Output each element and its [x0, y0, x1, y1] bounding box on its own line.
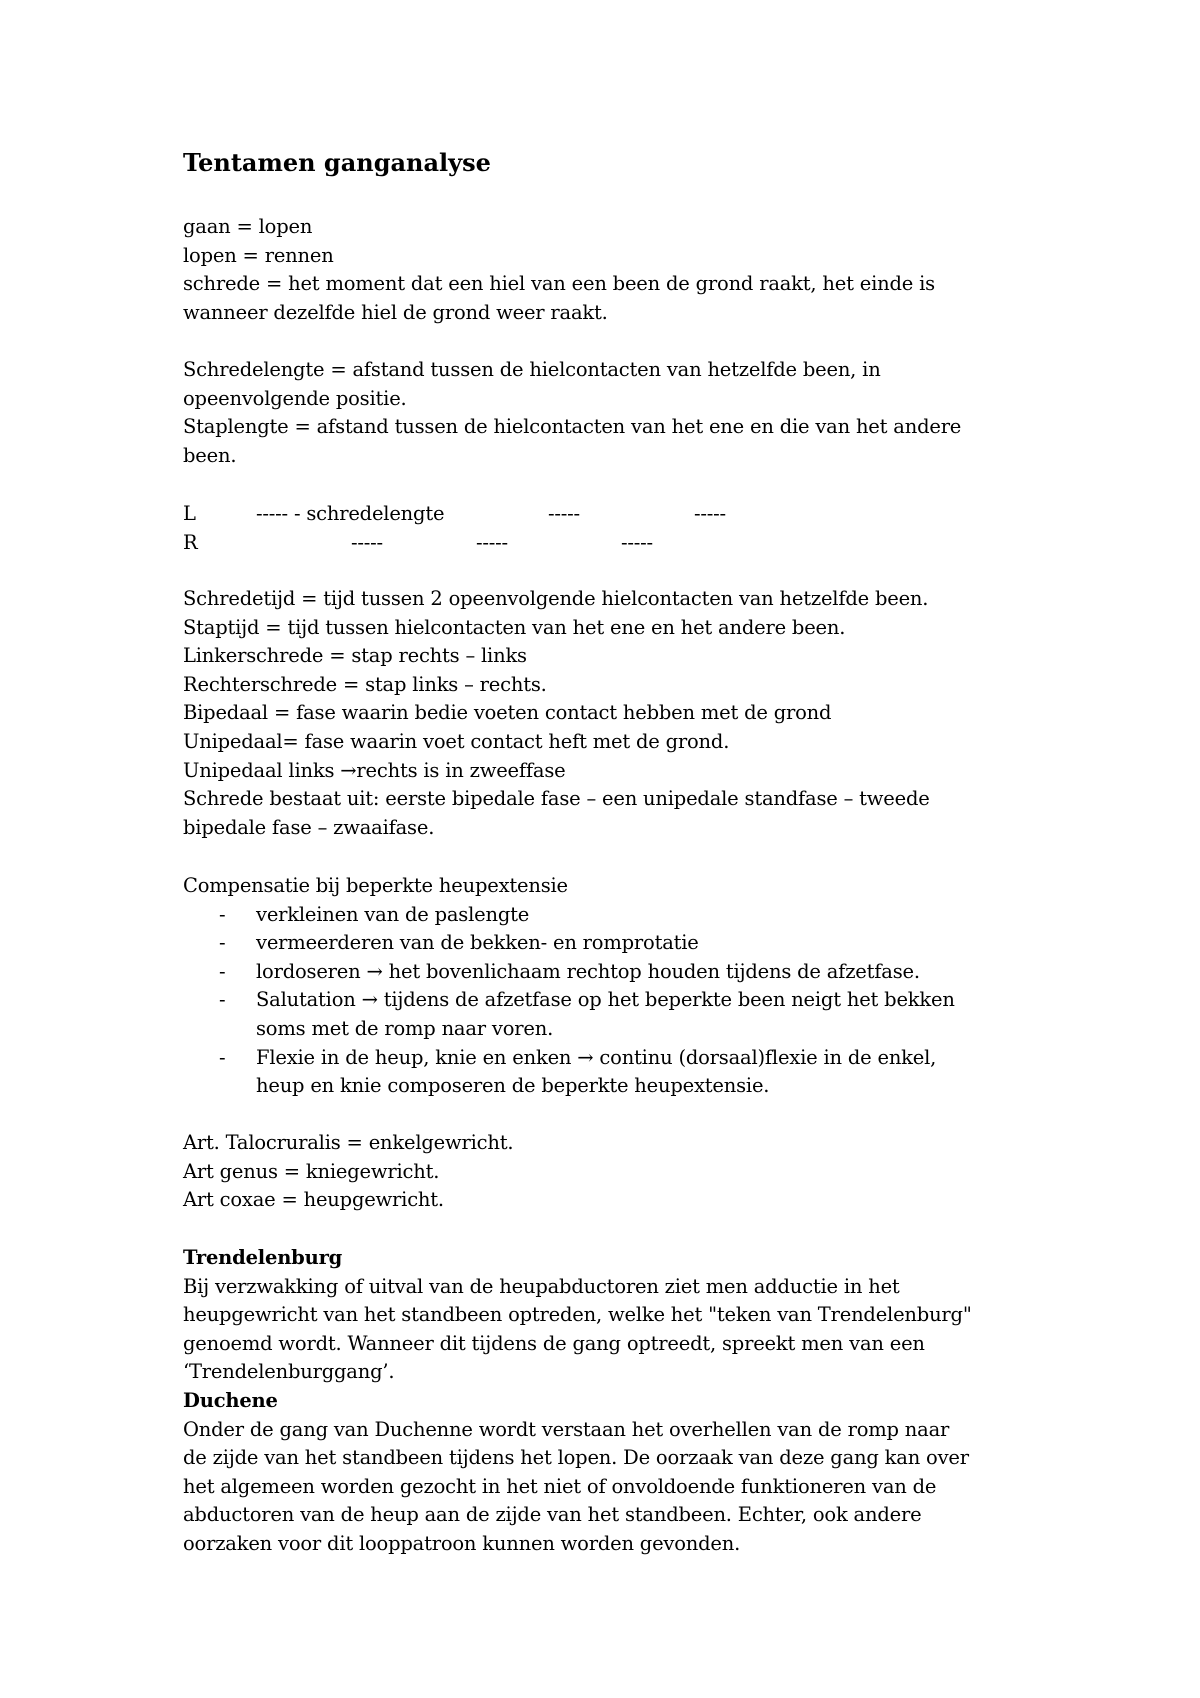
list-item-text: lordoseren → het bovenlichaam rechtop houden tijdens de afzetfase.	[256, 959, 920, 983]
joint-line: Art coxae = heupgewricht.	[183, 1188, 444, 1212]
stride-row-left	[183, 500, 1063, 529]
stride-right-label: R	[183, 530, 198, 554]
definitions-basic	[183, 213, 1063, 327]
paragraph-line: de zijde van het standbeen tijdens het lopen. De oorzaak van deze gang kan over	[183, 1446, 969, 1470]
stride-left-segment: -----	[694, 502, 726, 525]
page-title: Tentamen ganganalyse	[183, 148, 491, 177]
list-item	[183, 1044, 1063, 1101]
dash-bullet: -	[219, 959, 226, 983]
definition-line: Staplengte = afstand tussen de hielcontacten van het ene en die van het andere	[183, 415, 962, 439]
list-item	[183, 901, 1063, 930]
stride-left-label: L	[183, 502, 196, 525]
definitions-length	[183, 356, 1063, 470]
joint-line: Art. Talocruralis = enkelgewricht.	[183, 1131, 514, 1154]
definition-line: Bipedaal = fase waarin bedie voeten contact hebben met de grond	[183, 701, 832, 725]
list-item-text: Salutation → tijdens de afzetfase op het beperkte been neigt het bekken	[256, 988, 955, 1012]
definition-line: Schredelengte = afstand tussen de hielcontacten van hetzelfde been, in	[183, 358, 881, 381]
paragraph-line: heupgewricht van het standbeen optreden, welke het "teken van Trendelenburg"	[183, 1303, 972, 1327]
definition-line: Schrede bestaat uit: eerste bipedale fase – een unipedale standfase – tweede	[183, 787, 930, 811]
list-item-text: heup en knie composeren de beperkte heupextensie.	[256, 1074, 770, 1098]
paragraph-line: ‘Trendelenburggang’.	[183, 1360, 395, 1384]
definition-line: wanneer dezelfde hiel de grond weer raakt.	[183, 300, 608, 324]
list-item-text: Flexie in de heup, knie en enken → continu (dorsaal)flexie in de enkel,	[256, 1045, 937, 1069]
stride-row-right	[183, 529, 1063, 558]
definitions-time-phase	[183, 585, 1063, 842]
joint-line: Art genus = kniegewricht.	[183, 1159, 440, 1183]
list-item	[183, 958, 1063, 987]
trendelenburg-section	[183, 1244, 1063, 1387]
list-item-text: verkleinen van de paslengte	[256, 902, 530, 926]
definition-line: Unipedaal links →rechts is in zweeffase	[183, 758, 566, 782]
stride-right-segment: -----	[621, 530, 653, 554]
compensation-section	[183, 872, 1063, 1101]
dash-bullet: -	[219, 988, 226, 1012]
duchene-heading: Duchene	[183, 1389, 278, 1412]
dash-bullet: -	[219, 902, 226, 926]
definition-line: opeenvolgende positie.	[183, 386, 407, 410]
list-item	[183, 929, 1063, 958]
list-item-text: vermeerderen van de bekken- en romprotatie	[256, 931, 699, 955]
definition-line: Linkerschrede = stap rechts – links	[183, 644, 527, 668]
paragraph-line: het algemeen worden gezocht in het niet of onvoldoende funktioneren van de	[183, 1474, 937, 1498]
stride-left-segment: -----	[548, 502, 580, 525]
paragraph-line: genoemd wordt. Wanneer dit tijdens de gang optreedt, spreekt men van een	[183, 1331, 925, 1355]
stride-right-segment: -----	[476, 530, 508, 554]
stride-right-segment: -----	[351, 530, 383, 554]
paragraph-line: Onder de gang van Duchenne wordt verstaan het overhellen van de romp naar	[183, 1417, 950, 1441]
definition-line: Schredetijd = tijd tussen 2 opeenvolgende hielcontacten van hetzelfde been.	[183, 587, 929, 610]
definition-line: Unipedaal= fase waarin voet contact heft met de grond.	[183, 729, 730, 753]
definition-line: bipedale fase – zwaaifase.	[183, 815, 435, 839]
list-item-text: soms met de romp naar voren.	[256, 1016, 554, 1040]
stride-left-segment: ----- - schredelengte	[256, 502, 445, 525]
compensation-list	[183, 901, 1063, 1101]
dash-bullet: -	[219, 1045, 226, 1069]
paragraph-line: oorzaken voor dit looppatroon kunnen worden gevonden.	[183, 1531, 741, 1555]
definition-line: Staptijd = tijd tussen hielcontacten van het ene en het andere been.	[183, 615, 846, 639]
joints-section	[183, 1129, 1063, 1215]
definition-line: lopen = rennen	[183, 243, 334, 267]
compensation-heading: Compensatie bij beperkte heupextensie	[183, 874, 568, 897]
definition-line: gaan = lopen	[183, 215, 313, 238]
paragraph-line: Bij verzwakking of uitval van de heupabductoren ziet men adductie in het	[183, 1274, 900, 1298]
paragraph-line: abductoren van de heup aan de zijde van het standbeen. Echter, ook andere	[183, 1503, 922, 1527]
definition-line: been.	[183, 443, 237, 467]
definition-line: schrede = het moment dat een hiel van een been de grond raakt, het einde is	[183, 272, 935, 296]
stride-diagram	[183, 500, 1063, 557]
dash-bullet: -	[219, 931, 226, 955]
duchene-section	[183, 1387, 1063, 1559]
list-item	[183, 986, 1063, 1043]
trendelenburg-heading: Trendelenburg	[183, 1246, 343, 1269]
definition-line: Rechterschrede = stap links – rechts.	[183, 672, 547, 696]
